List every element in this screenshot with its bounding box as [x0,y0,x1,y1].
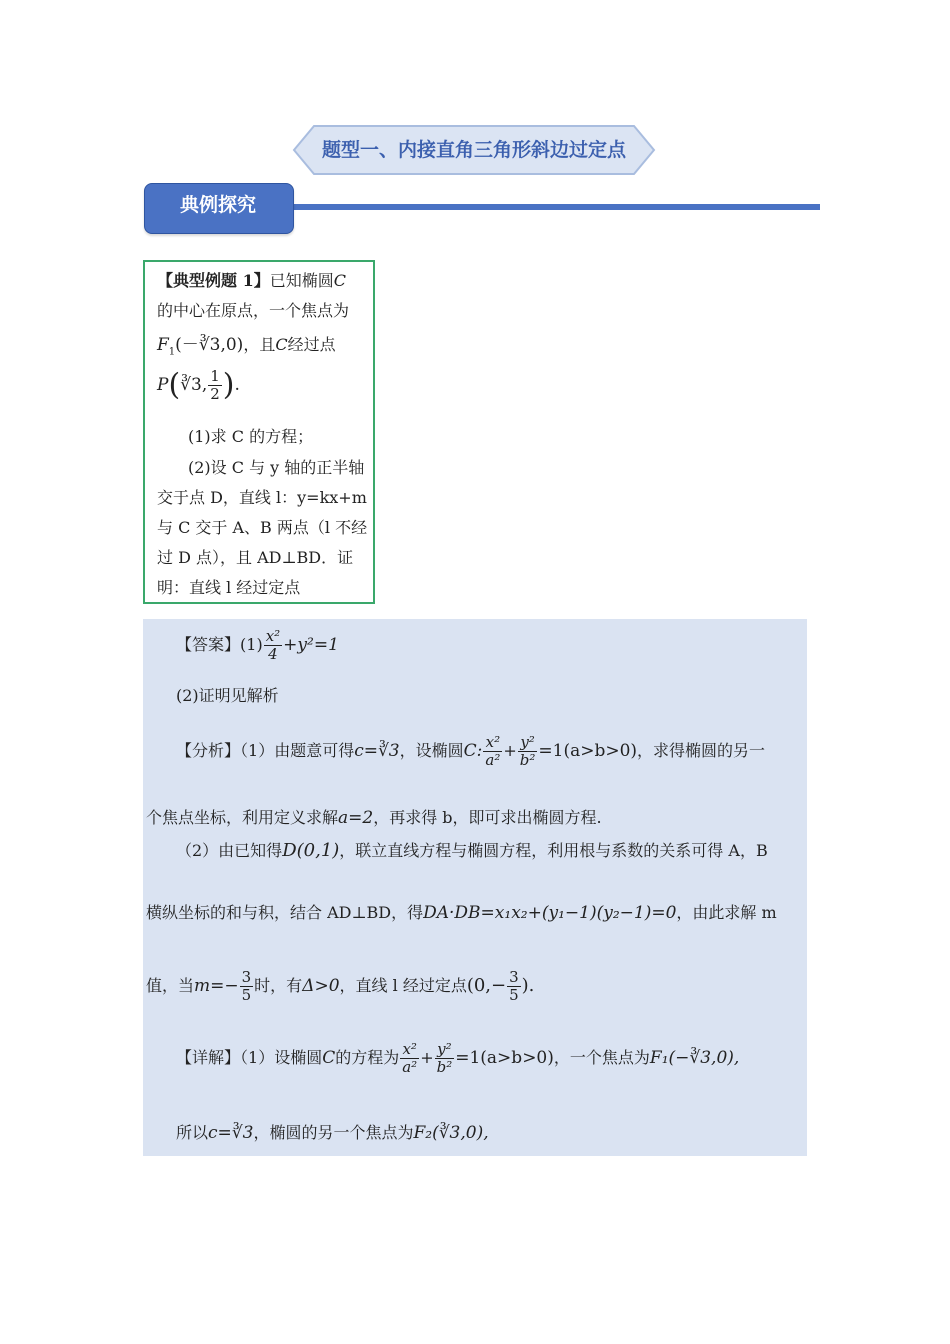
text: ，直线 l 经过定点 [339,976,467,995]
math-eq: =1(a>b>0) [538,741,638,761]
text: （1）由题意可得 [240,741,355,760]
detail-line-1: 【详解】（1）设椭圆C的方程为 $\frac{\text{x²}}{\text{a²}}$ + $\frac{\text{y²}}{\text{b²}}$ =1(a>b>0)，一个焦点为F₁(−∛3,0), [176,1040,740,1076]
example-line-3 [157,330,336,357]
example-text: 已知椭圆 [269,271,334,290]
answer-line-1 [176,624,339,666]
focus-sub: 1 [168,346,176,358]
fraction: $\frac{1}{2}$ [210,367,220,403]
text: ，求得椭圆的另一 [637,741,766,760]
math-F1: F₁(−∛3,0), [649,1048,740,1068]
answer-label: 【答案】 [176,635,241,654]
analysis-line-5 [146,963,534,1009]
text: 所以 [176,1123,209,1142]
math: Δ>0 [302,976,340,996]
text: （2）由已知得 [176,841,283,860]
math: (0,− [466,975,507,996]
text: ，由此求解 m [676,903,777,922]
text: 横纵坐标的和与积，结合 AD⊥BD，得 [146,903,424,922]
text: ，椭圆的另一个焦点为 [253,1123,414,1142]
math: a=2 [338,808,374,828]
example-label: 【典型例题 1】 [157,271,270,290]
math-c: c=∛3 [354,741,400,761]
fraction: $\frac{3}{5}$ [241,968,252,1004]
analysis-line-1 [176,728,765,774]
answer-equation: +y²=1 [283,635,339,655]
math: DA·DB=x₁x₂+(y₁−1)(y₂−1)=0 [423,903,677,923]
text: ，再求得 b，即可求出椭圆方程. [373,808,602,827]
detail-label: 【详解】 [176,1048,241,1067]
section-tab: 典例探究 [144,183,294,234]
plus: + [503,741,517,760]
fraction: $\frac{\text{x²}}{\text{a²}}$ [485,733,501,769]
math: ). [521,975,535,996]
example-text: 经过点 [287,335,336,354]
math-C: C [322,1048,336,1068]
math: c=∛3 [208,1123,254,1143]
question-2c: 与 C 交于 A、B 两点（l 不经 [157,518,368,537]
text: ，一个焦点为 [553,1048,650,1067]
fraction: $\frac{3}{5}$ [509,968,519,1004]
focus-coords: (－∛3,0) [175,335,244,355]
fraction: $\frac{\text{x²}}{\text{a²}}$ [402,1040,418,1076]
title-banner [292,124,656,176]
var-C: C [275,335,288,354]
question-2a: (2)设 C 与 y 轴的正半轴 [188,458,365,477]
fraction: $\frac{\text{x²}}{4}$ [265,627,281,663]
point-P-x: ∛3, [180,375,208,395]
section-rule [290,204,820,210]
example-line-2: 的中心在原点，一个焦点为 [157,301,350,320]
question-2b: 交于点 D，直线 l：y=kx+m [157,488,367,507]
detail-line-2 [176,1120,489,1143]
math-F2: F₂(∛3,0), [413,1123,489,1143]
question-1: (1)求 C 的方程； [188,427,314,446]
analysis-line-3 [176,838,768,861]
math: D(0,1) [282,840,340,861]
text: 值，当 [146,976,195,995]
fraction: $\frac{\text{y²}}{\text{b²}}$ [519,733,536,769]
point-P: P [157,375,169,395]
var-C: C [333,271,346,290]
text: 个焦点坐标，利用定义求解 [146,808,339,827]
math-C: C: [463,741,483,761]
question-2d: 过 D 点），且 AD⊥BD．证 [157,548,354,567]
analysis-line-2 [146,805,602,828]
answer-line-2: (2)证明见解析 [176,686,279,705]
page-title: 题型一、内接直角三角形斜边过定点 [321,139,626,161]
analysis-line-4 [146,900,777,923]
text: 时，有 [254,976,303,995]
math: m=− [194,976,239,996]
example-line-1 [157,268,346,291]
focus-label: F [157,335,169,355]
fraction: $\frac{\text{y²}}{\text{b²}}$ [436,1040,453,1076]
text: ，设椭圆 [399,741,464,760]
example-line-4: P(∛3, $\frac{1}{2}$ ). [157,367,240,403]
example-problem-box [143,260,375,604]
question-2e: 明：直线 l 经过定点 [157,578,301,597]
text: ，联立直线方程与椭圆方程，利用根与系数的关系可得 A，B [339,841,768,860]
analysis-label: 【分析】 [176,741,241,760]
answer-prefix: (1) [240,635,263,654]
text: （1）设椭圆 [240,1048,323,1067]
period: . [234,375,240,395]
example-text: ，且 [243,335,276,354]
math-eq: =1(a>b>0) [455,1048,554,1068]
text: 的方程为 [335,1048,400,1067]
